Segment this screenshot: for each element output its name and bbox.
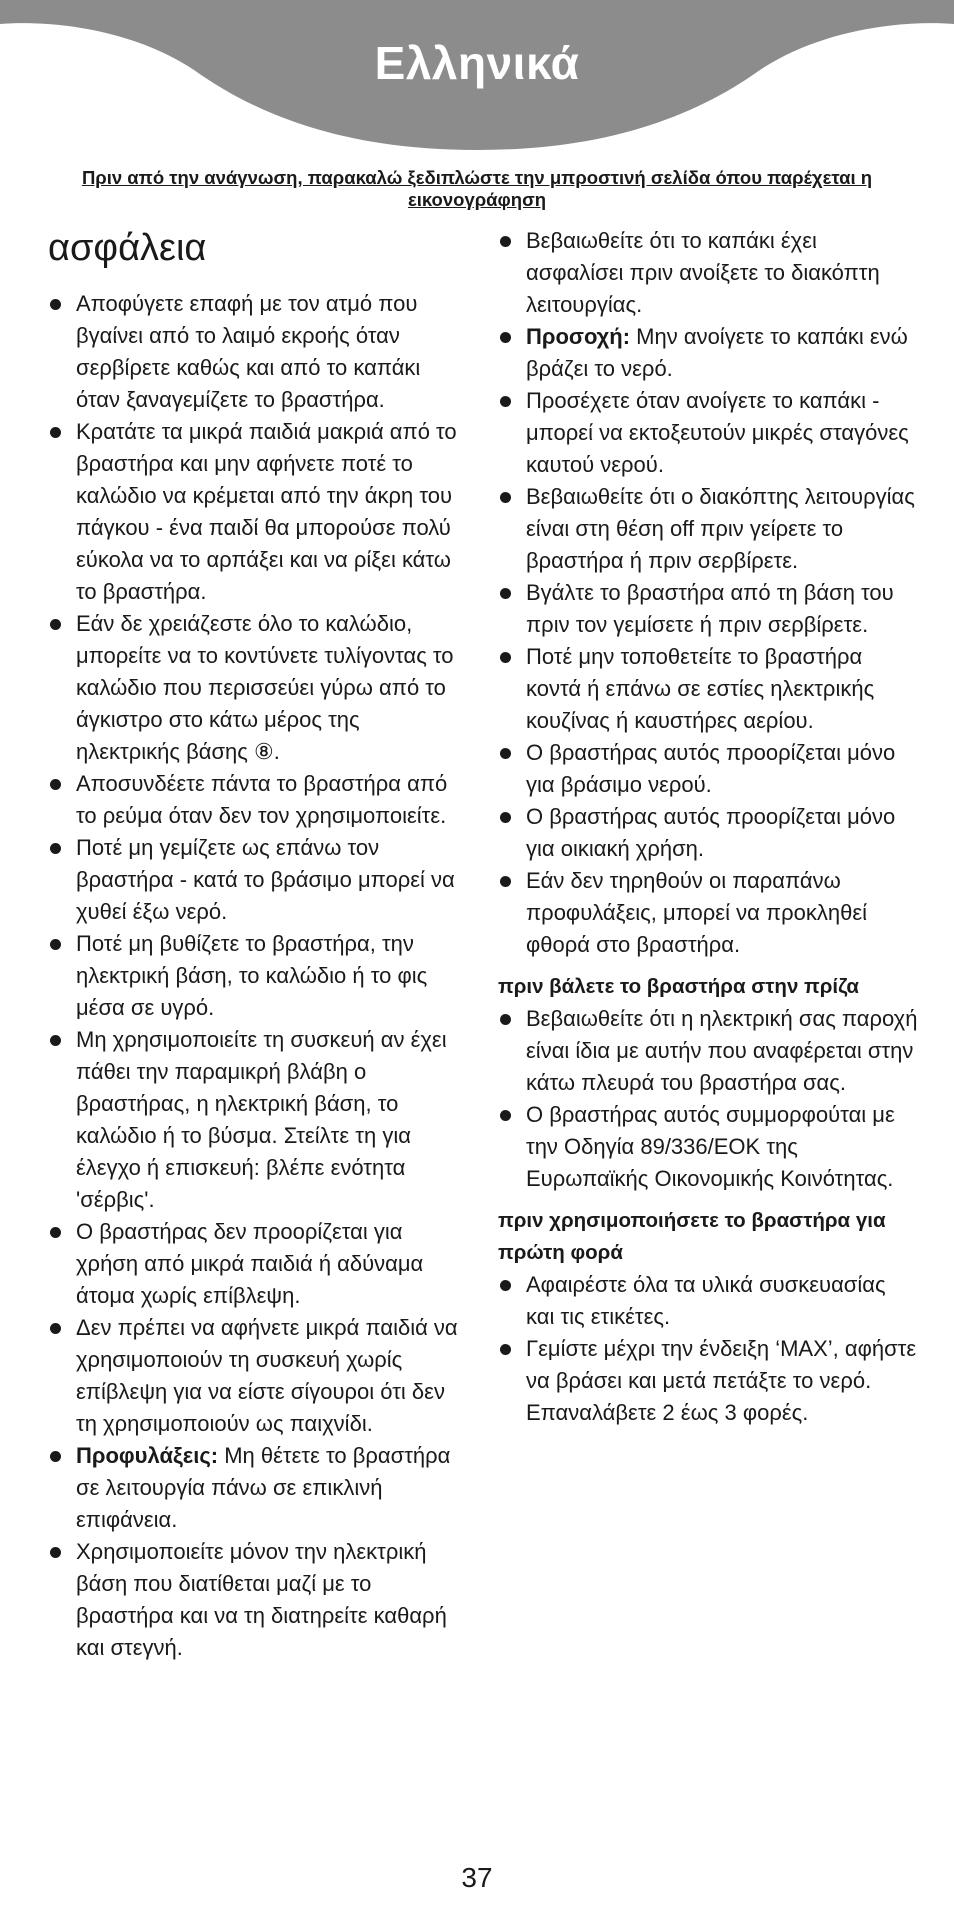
bullet-icon xyxy=(500,1110,511,1121)
list-item xyxy=(498,1333,918,1429)
list-item xyxy=(48,1440,468,1536)
bullet-icon xyxy=(50,1547,61,1558)
item-text: Ο βραστήρας δεν προορίζεται για χρήση από μικρά παιδιά ή αδύναμα άτομα χωρίς επίβλεψη. xyxy=(76,1219,424,1308)
page-number: 37 xyxy=(461,1862,493,1893)
item-text: Ο βραστήρας αυτός προορίζεται μόνο για οικιακή χρήση. xyxy=(526,804,896,861)
list-item xyxy=(498,1099,918,1195)
item-text: Εάν δε χρειάζεστε όλο το καλώδιο, μπορείτε να το κοντύνετε τυλίγοντας το καλώδιο που περισσεύει γύρω από το άγκιστρο στο κάτω μέρος της ηλεκτρικής βάσης ⑧. xyxy=(76,611,454,764)
item-text: Ποτέ μην τοποθετείτε το βραστήρα κοντά ή επάνω σε εστίες ηλεκτρικής κουζίνας ή καυστήρες αερίου. xyxy=(526,644,875,733)
list-item xyxy=(498,801,918,865)
bullet-icon xyxy=(500,588,511,599)
bullet-icon xyxy=(50,1227,61,1238)
bullet-icon xyxy=(50,1035,61,1046)
bullet-icon xyxy=(50,427,61,438)
bullet-icon xyxy=(500,876,511,887)
bullet-icon xyxy=(500,748,511,759)
bullet-icon xyxy=(500,1014,511,1025)
item-text: Μη θέτετε το βραστήρα σε λειτουργία πάνω σε επικλινή επιφάνεια. xyxy=(76,1443,451,1532)
list-item xyxy=(48,832,468,928)
right-column xyxy=(498,225,918,1429)
bullet-icon xyxy=(500,652,511,663)
safety-heading: ασφάλεια xyxy=(48,227,207,269)
safety-list-right xyxy=(498,225,918,961)
item-text: Ποτέ μη βυθίζετε το βραστήρα, την ηλεκτρική βάση, το καλώδιο ή το φις μέσα σε υγρό. xyxy=(76,931,428,1020)
item-text: Μην ανοίγετε το καπάκι ενώ βράζει το νερό. xyxy=(526,324,908,381)
list-item xyxy=(48,288,468,416)
item-text: Αφαιρέστε όλα τα υλικά συσκευασίας και τις ετικέτες. xyxy=(526,1272,886,1329)
item-text: Εάν δεν τηρηθούν οι παραπάνω προφυλάξεις, μπορεί να προκληθεί φθορά στο βραστήρα. xyxy=(526,868,868,957)
item-text: Βεβαιωθείτε ότι ο διακόπτης λειτουργίας είναι στη θέση off πριν γείρετε το βραστήρα ή πριν σερβίρετε. xyxy=(526,484,915,573)
left-column xyxy=(48,222,468,1664)
item-text: Αποφύγετε επαφή με τον ατμό που βγαίνει από το λαιμό εκροής όταν σερβίρετε καθώς και από το καπάκι όταν ξαναγεμίζετε το βραστήρα. xyxy=(76,291,421,412)
unfold-notice: Πριν από την ανάγνωση, παρακαλώ ξεδιπλώστε την μπροστινή σελίδα όπου παρέχεται η εικονογράφηση xyxy=(81,167,873,210)
bullet-icon xyxy=(500,812,511,823)
bullet-icon xyxy=(500,1344,511,1355)
list-item xyxy=(498,737,918,801)
bullet-icon xyxy=(50,299,61,310)
list-item xyxy=(498,225,918,321)
item-lead: Προσοχή: xyxy=(526,324,631,349)
header-banner xyxy=(0,0,954,160)
bullet-icon xyxy=(50,939,61,950)
bullet-icon xyxy=(50,843,61,854)
list-item xyxy=(48,608,468,768)
list-item xyxy=(48,928,468,1024)
item-text: Κρατάτε τα μικρά παιδιά μακριά από το βραστήρα και μην αφήνετε ποτέ το καλώδιο να κρέμεται από την άκρη του πάγκου - ένα παιδί θα μπορούσε πολύ εύκολα να το αρπάξει και να ρίξει κάτω το βραστήρα. xyxy=(76,419,457,604)
before-plugging-heading: πριν βάλετε το βραστήρα στην πρίζα xyxy=(498,975,860,998)
item-text: Γεμίστε μέχρι την ένδειξη ‘MAX’, αφήστε να βράσει και μετά πετάξτε το νερό. Επαναλάβετε 2 έως 3 φορές. xyxy=(526,1336,917,1425)
list-item xyxy=(48,768,468,832)
item-lead: Προφυλάξεις: xyxy=(76,1443,219,1468)
first-use-list xyxy=(498,1269,918,1429)
item-text: Ποτέ μη γεμίζετε ως επάνω τον βραστήρα - κατά το βράσιμο μπορεί να χυθεί έξω νερό. xyxy=(76,835,455,924)
item-text: Ο βραστήρας αυτός συμμορφούται με την Οδηγία 89/336/ΕΟΚ της Ευρωπαϊκής Οικονομικής Κοινότητας. xyxy=(526,1102,895,1191)
bullet-icon xyxy=(50,619,61,630)
safety-list-left xyxy=(48,288,468,1664)
item-text: Βγάλτε το βραστήρα από τη βάση του πριν τον γεμίσετε ή πριν σερβίρετε. xyxy=(526,580,894,637)
bullet-icon xyxy=(500,236,511,247)
bullet-icon xyxy=(50,1451,61,1462)
item-text: Δεν πρέπει να αφήνετε μικρά παιδιά να χρησιμοποιούν τη συσκευή χωρίς επίβλεψη για να είστε σίγουροι ότι δεν τη χρησιμοποιούν ως παιχνίδι. xyxy=(76,1315,458,1436)
before-plugging-list xyxy=(498,1003,918,1195)
item-text: Ο βραστήρας αυτός προορίζεται μόνο για βράσιμο νερού. xyxy=(526,740,896,797)
bullet-icon xyxy=(50,1323,61,1334)
bullet-icon xyxy=(500,1280,511,1291)
list-item xyxy=(498,385,918,481)
item-text: Βεβαιωθείτε ότι το καπάκι έχει ασφαλίσει πριν ανοίξετε το διακόπτη λειτουργίας. xyxy=(526,228,880,317)
item-text: Αποσυνδέετε πάντα το βραστήρα από το ρεύμα όταν δεν τον χρησιμοποιείτε. xyxy=(76,771,448,828)
item-text: Χρησιμοποιείτε μόνον την ηλεκτρική βάση που διατίθεται μαζί με το βραστήρα και να τη διατηρείτε καθαρή και στεγνή. xyxy=(76,1539,447,1660)
list-item xyxy=(48,1024,468,1216)
item-text: Προσέχετε όταν ανοίγετε το καπάκι - μπορεί να εκτοξευτούν μικρές σταγόνες καυτού νερού. xyxy=(526,388,909,477)
list-item xyxy=(498,865,918,961)
bullet-icon xyxy=(500,396,511,407)
item-text: Μη χρησιμοποιείτε τη συσκευή αν έχει πάθει την παραμικρή βλάβη ο βραστήρας, η ηλεκτρική βάση, το καλώδιο ή το βύσμα. Στείλτε τη για έλεγχο ή επισκευή: βλέπε ενότητα 'σέρβις'. xyxy=(76,1027,447,1212)
bullet-icon xyxy=(500,332,511,343)
bullet-icon xyxy=(500,492,511,503)
list-item xyxy=(498,481,918,577)
list-item xyxy=(498,1269,918,1333)
item-text: Βεβαιωθείτε ότι η ηλεκτρική σας παροχή είναι ίδια με αυτήν που αναφέρεται στην κάτω πλευρά του βραστήρα σας. xyxy=(526,1006,918,1095)
list-item xyxy=(498,321,918,385)
list-item xyxy=(48,1536,468,1664)
list-item xyxy=(48,1216,468,1312)
list-item xyxy=(48,1312,468,1440)
first-use-heading: πριν χρησιμοποιήσετε το βραστήρα για πρώτη φορά xyxy=(498,1209,886,1264)
list-item xyxy=(498,641,918,737)
list-item xyxy=(48,416,468,608)
language-title: Ελληνικά xyxy=(374,37,580,89)
bullet-icon xyxy=(50,779,61,790)
list-item xyxy=(498,1003,918,1099)
list-item xyxy=(498,577,918,641)
